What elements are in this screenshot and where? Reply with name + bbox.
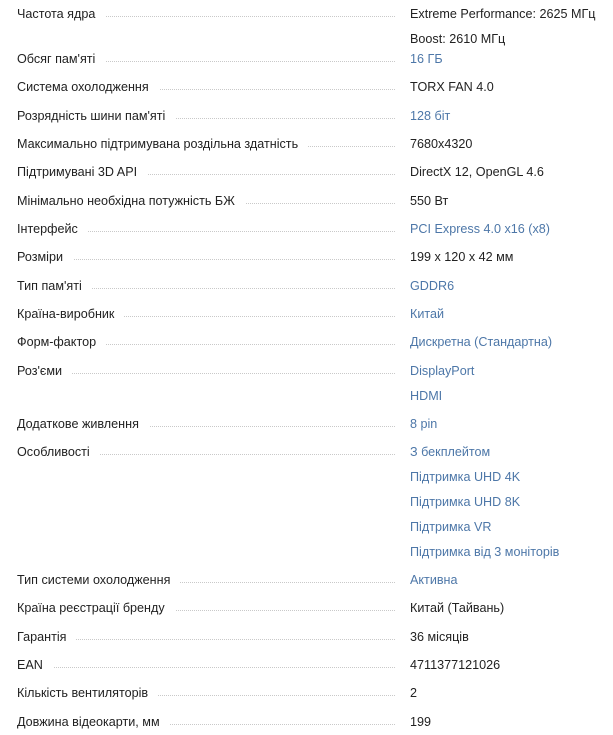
spec-value-link[interactable]: HDMI: [410, 389, 443, 403]
spec-row: [0, 189, 613, 214]
spec-label: Розміри: [17, 245, 73, 270]
spec-label: Мінімально необхідна потужність БЖ: [17, 189, 245, 214]
spec-row: [0, 596, 613, 621]
spec-values: [410, 75, 494, 100]
spec-value: Extreme Performance: 2625 МГц: [410, 7, 596, 21]
spec-row: [0, 710, 613, 735]
spec-values: [410, 625, 469, 650]
spec-value-link[interactable]: DisplayPort: [410, 364, 475, 378]
spec-value-link[interactable]: 8 pin: [410, 417, 438, 431]
spec-label: Інтерфейс: [17, 217, 88, 242]
spec-value-link[interactable]: GDDR6: [410, 279, 455, 293]
spec-row: [0, 412, 613, 437]
spec-values: [410, 189, 448, 214]
spec-values: [410, 359, 474, 409]
spec-label: EAN: [17, 653, 53, 678]
spec-row: [0, 653, 613, 678]
spec-value: 550 Вт: [410, 194, 449, 208]
spec-value: 36 місяців: [410, 630, 469, 644]
spec-values: [410, 274, 454, 299]
spec-values: [410, 710, 431, 735]
spec-value-link[interactable]: Підтримка від 3 моніторів: [410, 545, 560, 559]
spec-values: [410, 2, 596, 52]
spec-values: [410, 681, 417, 706]
spec-value-link[interactable]: 16 ГБ: [410, 52, 443, 66]
spec-value: TORX FAN 4.0: [410, 80, 494, 94]
spec-value-link[interactable]: Активна: [410, 573, 458, 587]
spec-values: [410, 330, 552, 355]
spec-values: [410, 160, 544, 185]
spec-value-link[interactable]: Дискретна (Стандартна): [410, 335, 553, 349]
spec-value-link[interactable]: Підтримка UHD 8K: [410, 495, 521, 509]
spec-row: [0, 104, 613, 129]
spec-value-link[interactable]: З бекплейтом: [410, 445, 491, 459]
spec-value-link[interactable]: Китай: [410, 307, 445, 321]
spec-value-link[interactable]: 128 біт: [410, 109, 451, 123]
spec-values: [410, 302, 444, 327]
spec-row: [0, 245, 613, 270]
spec-values: [410, 653, 500, 678]
spec-value: 7680x4320: [410, 137, 473, 151]
dotted-leader: [17, 667, 395, 668]
spec-values: [410, 412, 437, 437]
spec-label: Максимально підтримувана роздільна здатність: [17, 132, 308, 157]
spec-row: [0, 681, 613, 706]
spec-row: [0, 440, 613, 565]
spec-values: [410, 568, 458, 593]
dotted-leader: [17, 373, 395, 374]
spec-label: Особливості: [17, 440, 100, 465]
spec-label: Тип системи охолодження: [17, 568, 180, 593]
spec-value: DirectX 12, OpenGL 4.6: [410, 165, 544, 179]
spec-row: [0, 568, 613, 593]
spec-row: [0, 625, 613, 650]
spec-values: [410, 217, 550, 242]
spec-label: Система охолодження: [17, 75, 159, 100]
spec-label: Країна-виробник: [17, 302, 124, 327]
spec-value: Китай (Тайвань): [410, 601, 505, 615]
spec-value: 2: [410, 686, 418, 700]
spec-values: [410, 596, 504, 621]
spec-label: Довжина відеокарти, мм: [17, 710, 170, 735]
dotted-leader: [17, 259, 395, 260]
spec-value-link[interactable]: Підтримка VR: [410, 520, 492, 534]
spec-label: Гарантія: [17, 625, 76, 650]
spec-label: Країна реєстрації бренду: [17, 596, 175, 621]
spec-row: [0, 330, 613, 355]
spec-row: [0, 47, 613, 72]
spec-value: 4711377121026: [410, 658, 501, 672]
spec-values: [410, 440, 559, 565]
spec-row: [0, 75, 613, 100]
spec-row: [0, 217, 613, 242]
spec-label: Додаткове живлення: [17, 412, 149, 437]
spec-label: Роз'єми: [17, 359, 72, 384]
spec-row: [0, 2, 613, 52]
spec-row: [0, 274, 613, 299]
spec-value: Boost: 2610 МГц: [410, 32, 506, 46]
spec-values: [410, 245, 513, 270]
spec-label: Обсяг пам'яті: [17, 47, 105, 72]
spec-label: Форм-фактор: [17, 330, 106, 355]
spec-value: 199 x 120 x 42 мм: [410, 250, 514, 264]
spec-row: [0, 160, 613, 185]
spec-value-link[interactable]: Підтримка UHD 4K: [410, 470, 521, 484]
spec-row: [0, 132, 613, 157]
spec-values: [410, 104, 450, 129]
spec-value-link[interactable]: PCI Express 4.0 x16 (x8): [410, 222, 550, 236]
spec-label: Тип пам'яті: [17, 274, 92, 299]
spec-label: Розрядність шини пам'яті: [17, 104, 175, 129]
spec-label: Кількість вентиляторів: [17, 681, 158, 706]
spec-label: Частота ядра: [17, 2, 105, 27]
spec-values: [410, 132, 472, 157]
spec-value: 199: [410, 715, 432, 729]
spec-row: [0, 359, 613, 409]
spec-row: [0, 302, 613, 327]
spec-values: [410, 47, 443, 72]
spec-label: Підтримувані 3D API: [17, 160, 147, 185]
